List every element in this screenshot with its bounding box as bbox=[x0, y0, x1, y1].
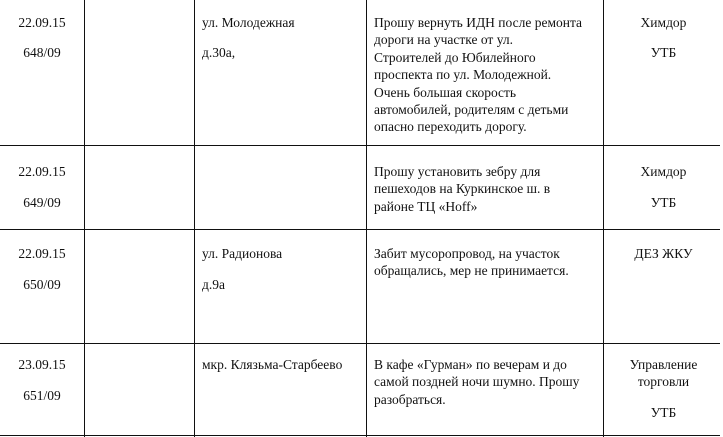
request-line: опасно переходить дорогу. bbox=[374, 119, 527, 135]
assignee-cell: УТБ bbox=[650, 405, 677, 420]
address-line: ул. Радионова bbox=[202, 246, 283, 261]
column-divider bbox=[194, 0, 195, 437]
assignee-cell: УТБ bbox=[650, 45, 677, 60]
row-divider bbox=[0, 435, 720, 436]
number-cell: 651/09 bbox=[23, 388, 61, 403]
date-cell: 22.09.15 bbox=[18, 246, 66, 261]
request-line: автомобилей, родителям с детьми bbox=[374, 102, 569, 118]
date-cell: 22.09.15 bbox=[18, 164, 66, 179]
request-text bbox=[374, 14, 596, 136]
address-line: мкр. Клязьма-Старбеево bbox=[202, 357, 343, 372]
request-text bbox=[374, 163, 596, 215]
number-cell: 648/09 bbox=[23, 45, 61, 60]
assignee-cell: УТБ bbox=[650, 195, 677, 210]
assignee-cell: Химдор bbox=[640, 15, 687, 30]
request-line: Очень большая скорость bbox=[374, 84, 517, 100]
assignee-cell: торговли bbox=[637, 374, 690, 389]
request-line: дороги на участке от ул. bbox=[374, 32, 513, 48]
date-cell: 22.09.15 bbox=[18, 15, 66, 30]
request-line: районе ТЦ «Hoff» bbox=[374, 198, 478, 214]
request-line: Прошу вернуть ИДН после ремонта bbox=[374, 15, 583, 30]
assignee-cell: Управление bbox=[629, 357, 698, 372]
request-line: Забит мусоропровод, на участок bbox=[374, 246, 560, 261]
row-divider bbox=[0, 145, 720, 146]
number-cell: 650/09 bbox=[23, 277, 61, 292]
column-divider bbox=[366, 0, 367, 437]
number-cell: 649/09 bbox=[23, 195, 61, 210]
address-line: д.9а bbox=[202, 277, 225, 292]
request-line: пешеходов на Куркинское ш. в bbox=[374, 181, 551, 197]
request-line: разобраться. bbox=[374, 391, 446, 407]
row-divider bbox=[0, 229, 720, 230]
row-divider bbox=[0, 343, 720, 344]
request-line: самой поздней ночи шумно. Прошу bbox=[374, 374, 580, 390]
request-text bbox=[374, 356, 596, 408]
assignee-cell: Химдор bbox=[640, 164, 687, 179]
request-line: Строителей до Юбилейного bbox=[374, 49, 536, 65]
request-line: В кафе «Гурман» по вечерам и до bbox=[374, 357, 567, 372]
address-line: ул. Молодежная bbox=[202, 15, 295, 30]
address-line: д.30а, bbox=[202, 45, 236, 60]
column-divider bbox=[84, 0, 85, 437]
request-line: обращались, мер не принимается. bbox=[374, 263, 569, 279]
request-line: Прошу установить зебру для bbox=[374, 164, 541, 179]
request-line: проспекта по ул. Молодежной. bbox=[374, 67, 552, 83]
request-text bbox=[374, 245, 596, 280]
assignee-cell: ДЕЗ ЖКУ bbox=[634, 246, 693, 261]
date-cell: 23.09.15 bbox=[18, 357, 66, 372]
